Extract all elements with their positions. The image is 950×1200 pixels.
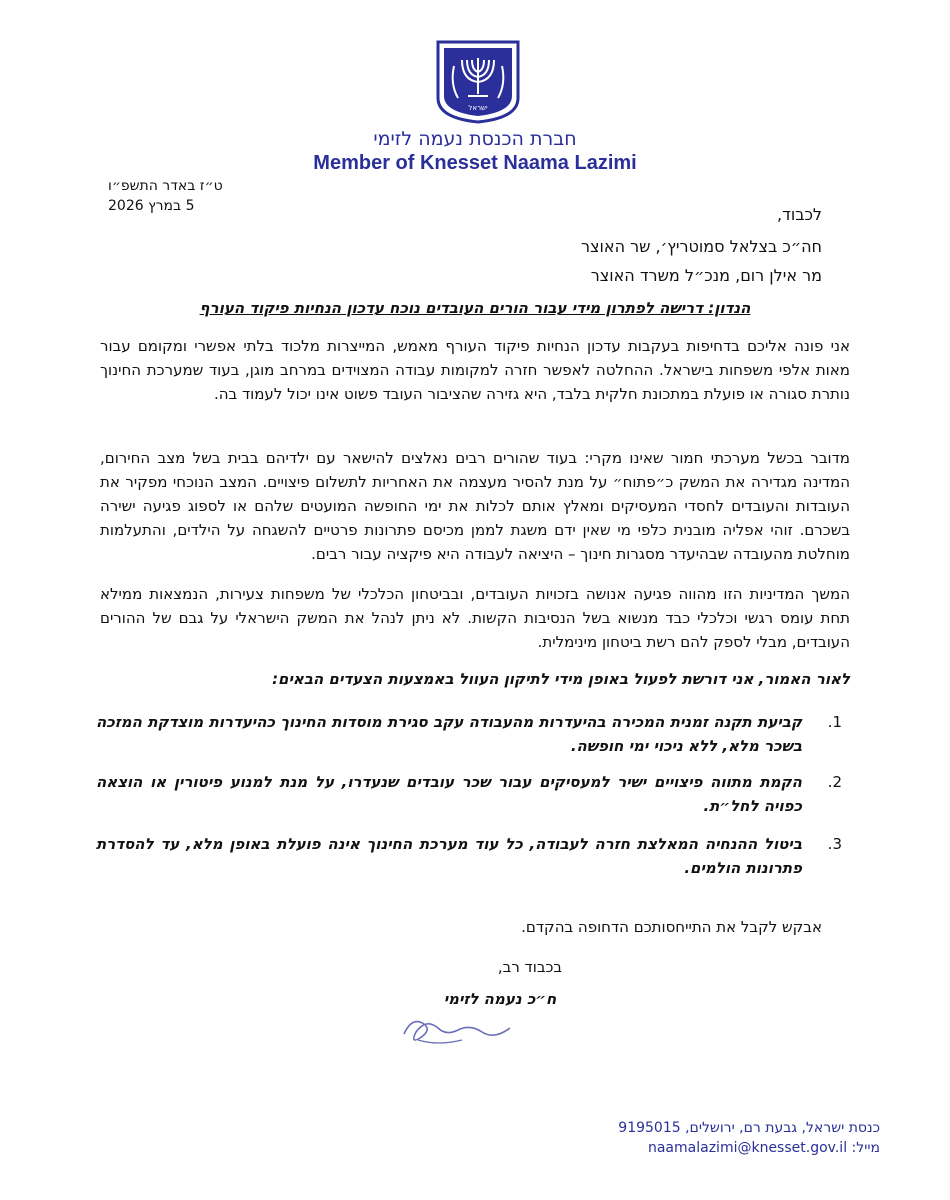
footer-contact	[570, 1118, 880, 1158]
demand-number: 2.	[827, 773, 842, 791]
handwritten-signature-icon	[398, 1010, 518, 1050]
footer-address: כנסת ישראל, גבעת רם, ירושלים, 9195015	[618, 1120, 880, 1136]
body-paragraph-2: מדובר בכשל מערכתי חמור שאינו מקרי: בעוד שהורים רבים נאלצים להישאר עם ילדיהם בבית בשל מצב החירום, המדינה מגדירה את המשק כ״פתוח״ על מנת להסיר מעצמה את האחריות לתשלום פיצויים. המצב הנוכחי מפקיר את העובדות והעובדים לחסדי המעסיקים ומאלץ אותם לכלות את ימי החופשה המועטים שלהם או לספוג פגיעה ישירה בשכרם. זוהי אפליה מובנית כלפי מי שאין ידם משגת לממן מכיסם פתרונות פרטיים להשגחה על הילדים, והתעלמות מוחלטת מהעובדה שבהיעדר מסגרות חינוך – היציאה לעבודה היא פיקציה עבור רבים.	[100, 449, 850, 563]
subject-line: הנדון: דרישה לפתרון מידי עבור הורים העובדים נוכח עדכון הנחיות פיקוד העורף	[199, 299, 751, 317]
demand-item	[96, 710, 842, 758]
date-block	[108, 176, 358, 216]
email-label: מייל:	[851, 1140, 880, 1156]
demand-text: קביעת תקנה זמנית המכירה בהיעדרות מהעבודה עקב סגירת מוסדות החינוך כהיעדרות מוצדקת המזכה בשכר מלא, ללא ניכוי ימי חופשה.	[96, 713, 802, 755]
body-paragraph-1: אני פונה אליכם בדחיפות בעקבות עדכון הנחיות פיקוד העורף מאמש, המייצרות מלכוד בלתי אפשרי ומקומם עבור מאות אלפי משפחות בישראל. ההחלטה לאפשר חזרה למקומות עבודה המצוידים במרחב מוגן, בעוד שמערכת החינוך נותרת סגורה או פועלת במתכונת חלקית בלבד, היא גזירה שהציבור העובד פשוט אינו יכול לעמוד בה.	[100, 337, 850, 403]
member-title-english: Member of Knesset Naama Lazimi	[313, 152, 637, 174]
knesset-menorah-emblem-icon	[432, 40, 524, 124]
signatory-name: ח״כ נעמה לזימי	[443, 990, 557, 1008]
body-paragraph-3: המשך המדיניות הזו מהווה פגיעה אנושה בזכויות העובדים, ובביטחון הכלכלי של משפחות צעירות, הנמצאות ממילא תחת עומס רגשי וכלכלי כבד מנשוא בשל הנסיבות הקשות. לא ניתן לנהל את המשק הישראלי על גבם של ההורים העובדים, מבלי לספק להם רשת ביטחון מינימלית.	[100, 585, 850, 651]
email-link[interactable]: naamalazimi@knesset.gov.il	[647, 1140, 848, 1156]
demand-number: 3.	[827, 835, 842, 853]
demand-text: הקמת מתווה פיצויים ישיר למעסיקים עבור שכר עובדים שנעדרו, על מנת למנוע פיטורין או הוצאה כפויה לחל״ת.	[96, 773, 802, 815]
gregorian-date: 5 במרץ 2026	[108, 198, 195, 214]
demand-item	[96, 832, 842, 880]
demand-text: ביטול ההנחיה המאלצת חזרה לעבודה, כל עוד מערכת החינוך אינה פועלת באופן מלא, עד להסדרת פתרונות הולמים.	[96, 835, 802, 877]
footer-email-line	[570, 1138, 880, 1158]
demands-lead: לאור האמור, אני דורשת לפעול באופן מידי לתיקון העוול באמצעות הצעדים הבאים:	[272, 670, 850, 688]
salutation: לכבוד,	[777, 205, 822, 224]
closing-request: אבקש לקבל את התייחסותכם הדחופה בהקדם.	[521, 918, 822, 936]
addressee-director: מר אילן רום, מנכ״ל משרד האוצר	[590, 266, 822, 285]
demand-number: 1.	[827, 713, 842, 731]
regards: בכבוד רב,	[497, 958, 563, 976]
demand-item	[96, 770, 842, 818]
emblem-text: ישראל	[468, 104, 488, 112]
member-title-hebrew: חברת הכנסת נעמה לזימי	[373, 128, 577, 150]
hebrew-date: ט״ז באדר התשפ״ו	[108, 178, 223, 194]
addressee-minister: חה״כ בצלאל סמוטריץ׳, שר האוצר	[580, 237, 822, 256]
